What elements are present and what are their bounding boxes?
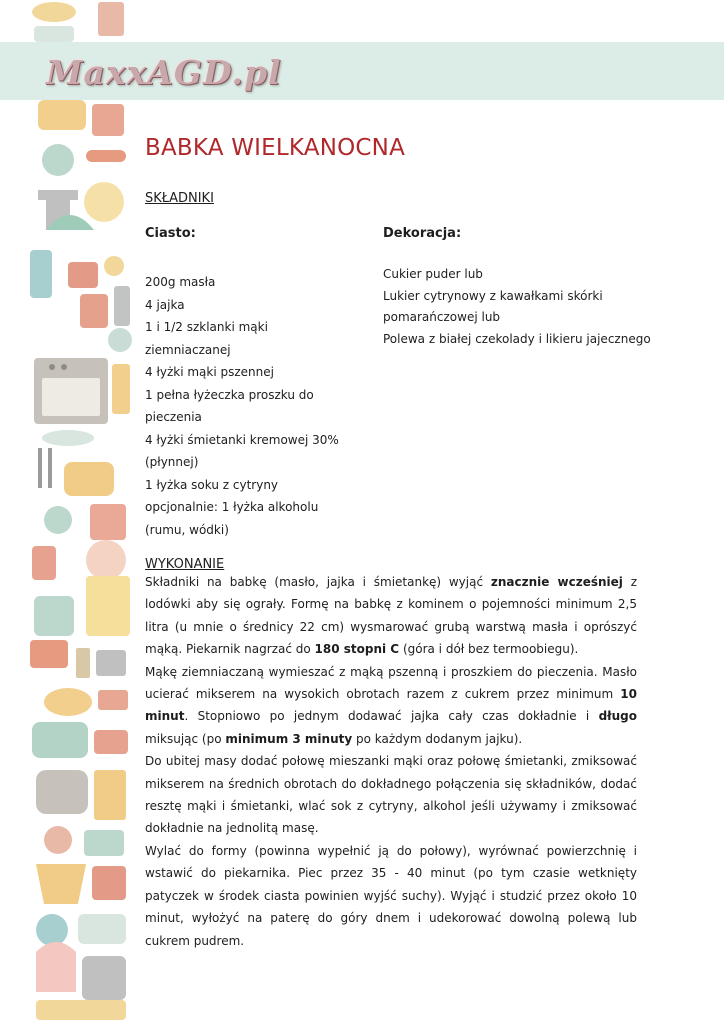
- method-heading: WYKONANIE: [145, 557, 225, 572]
- method-paragraph: [145, 571, 637, 661]
- kitchen-decoration-strip: [28, 0, 134, 1024]
- list-item: 1 pełna łyżeczka proszku do: [145, 387, 314, 402]
- paragraph-text: miksując (po: [145, 731, 226, 746]
- list-item: Cukier puder lub: [383, 267, 483, 281]
- list-item: pieczenia: [145, 410, 202, 424]
- site-logo: MaxxAGD.pl: [46, 53, 282, 92]
- paragraph-text: Mąkę ziemniaczaną wymieszać z mąką pszenną i proszkiem do pieczenia. Masło ucierać mikserem na wysokich obrotach razem z cukrem przez minimum: [145, 664, 637, 702]
- paragraph-text: Składniki na babkę (masło, jajka i śmietankę) wyjąć: [145, 575, 491, 589]
- list-item: 1 łyżka soku z cytryny: [145, 477, 279, 492]
- kitchen-illustrations: [28, 0, 134, 1024]
- cake-heading: Ciasto:: [145, 226, 196, 241]
- list-item: (płynnej): [145, 455, 199, 469]
- method-text: [145, 571, 637, 952]
- list-item: pomarańczowej lub: [383, 310, 501, 324]
- list-item: ziemniaczanej: [145, 342, 231, 357]
- method-paragraph: [145, 840, 637, 952]
- recipe-title: BABKA WIELKANOCNA: [145, 135, 406, 161]
- emphasis-text: 10 minut: [145, 687, 637, 724]
- emphasis-text: 180 stopni C: [314, 642, 400, 657]
- emphasis-text: długo: [598, 709, 637, 724]
- list-item: 4 łyżki mąki pszennej: [145, 365, 274, 379]
- paragraph-text: (góra i dół bez termoobiegu).: [399, 642, 579, 657]
- emphasis-text: minimum 3 minuty: [225, 731, 353, 746]
- paragraph-text: . Stopniowo po jednym dodawać jajka cały czas dokładnie i: [184, 709, 599, 724]
- paragraph-text: z lodówki aby się ograły. Formę na babkę z kominem o pojemności minimum 2,5 litra (u mnie o średnicy 22 cm) wysmarować grubą warstwą masła i oprószyć mąką. Piekarnik nagrzać do: [145, 575, 637, 657]
- list-item: 4 łyżki śmietanki kremowej 30%: [145, 432, 339, 447]
- list-item: Lukier cytrynowy z kawałkami skórki: [383, 288, 603, 303]
- cake-ingredients-list: [145, 271, 345, 541]
- method-paragraph: [145, 661, 637, 751]
- decoration-heading: Dekoracja:: [383, 226, 462, 241]
- emphasis-text: znacznie wcześniej: [490, 575, 623, 589]
- ingredients-heading: SKŁADNIKI: [145, 191, 214, 206]
- list-item: 4 jajka: [145, 297, 185, 312]
- list-item: 200g masła: [145, 275, 216, 289]
- paragraph-text: Do ubitej masy dodać połowę mieszanki mąki oraz połowę śmietanki, zmiksować mikserem na średnich obrotach do dokładnego połączenia się składników, dodać resztę mąki i śmietanki, wlać sok z cytryny, alkohol jeśli używamy i zmiksować dokładnie na jednolitą masę.: [145, 754, 637, 836]
- method-paragraph: [145, 750, 637, 840]
- list-item: opcjonalnie: 1 łyżka alkoholu: [145, 500, 319, 514]
- paragraph-text: Wylać do formy (powinna wypełnić ją do połowy), wyrównać powierzchnię i wstawić do piekarnika. Piec przez 35 - 40 minut (po tym czasie wetknięty patyczek w środek ciasta powinien wyjść suchy). Wyjąć i studzić przez około 10 minut, wyłożyć na paterę do góry dnem i udekorować dowolną polewą lub cukrem pudrem.: [145, 843, 637, 948]
- paragraph-text: po każdym dodanym jajku).: [352, 731, 523, 746]
- decoration-list: [383, 264, 653, 350]
- list-item: 1 i 1/2 szklanki mąki: [145, 320, 268, 334]
- list-item: (rumu, wódki): [145, 522, 229, 537]
- list-item: Polewa z białej czekolady i likieru jajecznego: [383, 331, 651, 346]
